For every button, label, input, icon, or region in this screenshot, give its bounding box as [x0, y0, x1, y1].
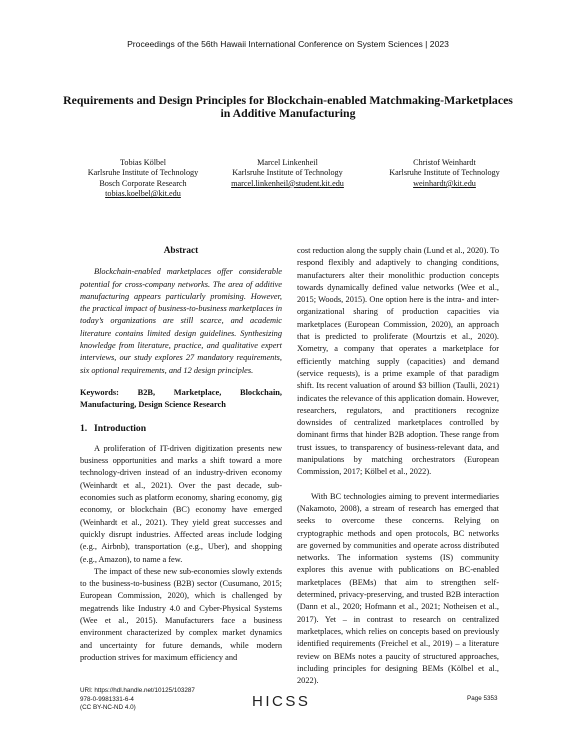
author-name: Tobias Kölbel	[119, 158, 167, 167]
author-name: Marcel Linkenheil	[257, 158, 318, 167]
footer-identifiers	[80, 687, 195, 713]
author-block	[200, 158, 375, 189]
author-affiliation: Karlsruhe Institute of Technology	[232, 168, 343, 178]
author-affiliation-secondary: Bosch Corporate Research	[99, 178, 187, 188]
footer-uri[interactable]: URI: https://hdl.handle.net/10125/103287	[80, 687, 195, 694]
author-block	[352, 158, 537, 189]
hicss-logo: HICSS	[252, 693, 311, 710]
keywords: Keywords: B2B, Marketplace, Blockchain, Manufacturing, Design Science Research	[80, 387, 282, 410]
abstract-heading: Abstract	[163, 246, 199, 256]
author-name: Christof Weinhardt	[413, 158, 476, 167]
paragraph-continued: cost reduction along the supply chain (Lund et al., 2020). To respond flexibly and adaptively to changing conditions, manufacturers alter their monolithic production concepts towards dynamically defined value networks (Wee et al., 2015; Woods, 2015). One option here is the intra- and inter-organizational sharing of production capacities via marketplaces (European Commission, 2020), an approach that is predicted to proliferate (Mourtzis et al., 2020). Xometry, a company that operates a marketplace for efficiently matching supply (capacities) and demand (service requests), is a prime example of that paradigm shift. Its recent valuation of around $3 billion (Taulli, 2021) indicates the relevance of this application domain. However, researchers, regulators, and practitioners recognize downsides of centralized marketplaces controlled by dominant firms that hinder B2B adoption. These range from trust issues, to transparency of business-relevant data, and manipulations by matching orchestrators (European Commission, 2017; Kölbel et al., 2022).	[297, 246, 499, 477]
section-heading-introduction	[80, 423, 282, 435]
right-column	[297, 245, 499, 687]
abstract-text: Blockchain-enabled marketplaces offer considerable potential for cross-company networks. The area of additive manufacturing appears particularly promising. However, the practical impact of business-to-business marketplaces in today’s organizations are still scarce, and academic literature contains limited design guidelines. Synthesizing knowledge from literature, practice, and qualitative expert interviews, our study explores 27 mandatory requirements, six optional requirements, and 12 design principles.	[80, 267, 282, 375]
paragraph: A proliferation of IT-driven digitization presents new business opportunities and marks a shift toward a more technology-driven instead of an industry-driven economy (Weinhardt et al., 2021). Over the past decade, sub-economies such as platform economy, sharing economy, gig economy, or blockchain (BC) economy have emerged (Weinhardt et al., 2021). They yield great successes and quickly disrupt industries. Affected areas include lodging (e.g., Airbnb), transportation (e.g., Uber), and shopping (e.g., Amazon), to name a few.	[80, 443, 282, 564]
section-title: Introduction	[94, 422, 147, 434]
paper-title: Requirements and Design Principles for Blockchain-enabled Matchmaking-Marketplaces in Additive Manufacturing	[63, 93, 513, 120]
section-number: 1.	[80, 422, 88, 434]
author-email-link[interactable]: tobias.koelbel@kit.edu	[105, 189, 181, 199]
footer-isbn: 978-0-9981331-6-4	[80, 695, 134, 703]
author-email-link[interactable]: weinhardt@kit.edu	[413, 178, 476, 188]
proceedings-header: Proceedings of the 56th Hawaii International Conference on System Sciences | 2023	[127, 39, 449, 49]
left-column	[80, 245, 282, 664]
page-number: Page 5353	[467, 695, 498, 702]
paragraph: With BC technologies aiming to prevent intermediaries (Nakamoto, 2008), a stream of research has emerged that seeks to overcome these concerns. Relying on cryptographic methods and open protocols, BC networks are governed by communities and operate across distributed networks. The information systems (IS) community explores this avenue with publications on BC-enabled marketplaces (BEMs) that aim to strengthen self-determined, privacy-preserving, and trusted B2B interaction (Dann et al., 2020; Hofmann et al., 2021; Notheisen et al., 2017). Yet – in contrast to research on centralized marketplaces, which relies on concepts based on previously identified requirements (Freichel et al., 2019) – a literature review on BEMs notes a paucity of structured approaches, including principles for designing BEMs (Kölbel et al., 2022).	[297, 491, 499, 686]
author-affiliation: Karlsruhe Institute of Technology	[389, 168, 500, 178]
author-affiliation: Karlsruhe Institute of Technology	[87, 168, 199, 178]
footer-license: (CC BY-NC-ND 4.0)	[80, 704, 136, 712]
paragraph: The impact of these new sub-economies slowly extends to the business-to-business (B2B) sector (Cusumano, 2015; European Commission, 2020), which is challenged by megatrends like Industry 4.0 and Cyber-Physical Systems (Wee et al., 2015). Manufacturers face a business environment characterized by complex market dynamics and uncertainty for future demands, while modern production strives for maximum efficiency and	[80, 566, 282, 662]
author-email-link[interactable]: marcel.linkenheil@student.kit.edu	[231, 178, 344, 188]
